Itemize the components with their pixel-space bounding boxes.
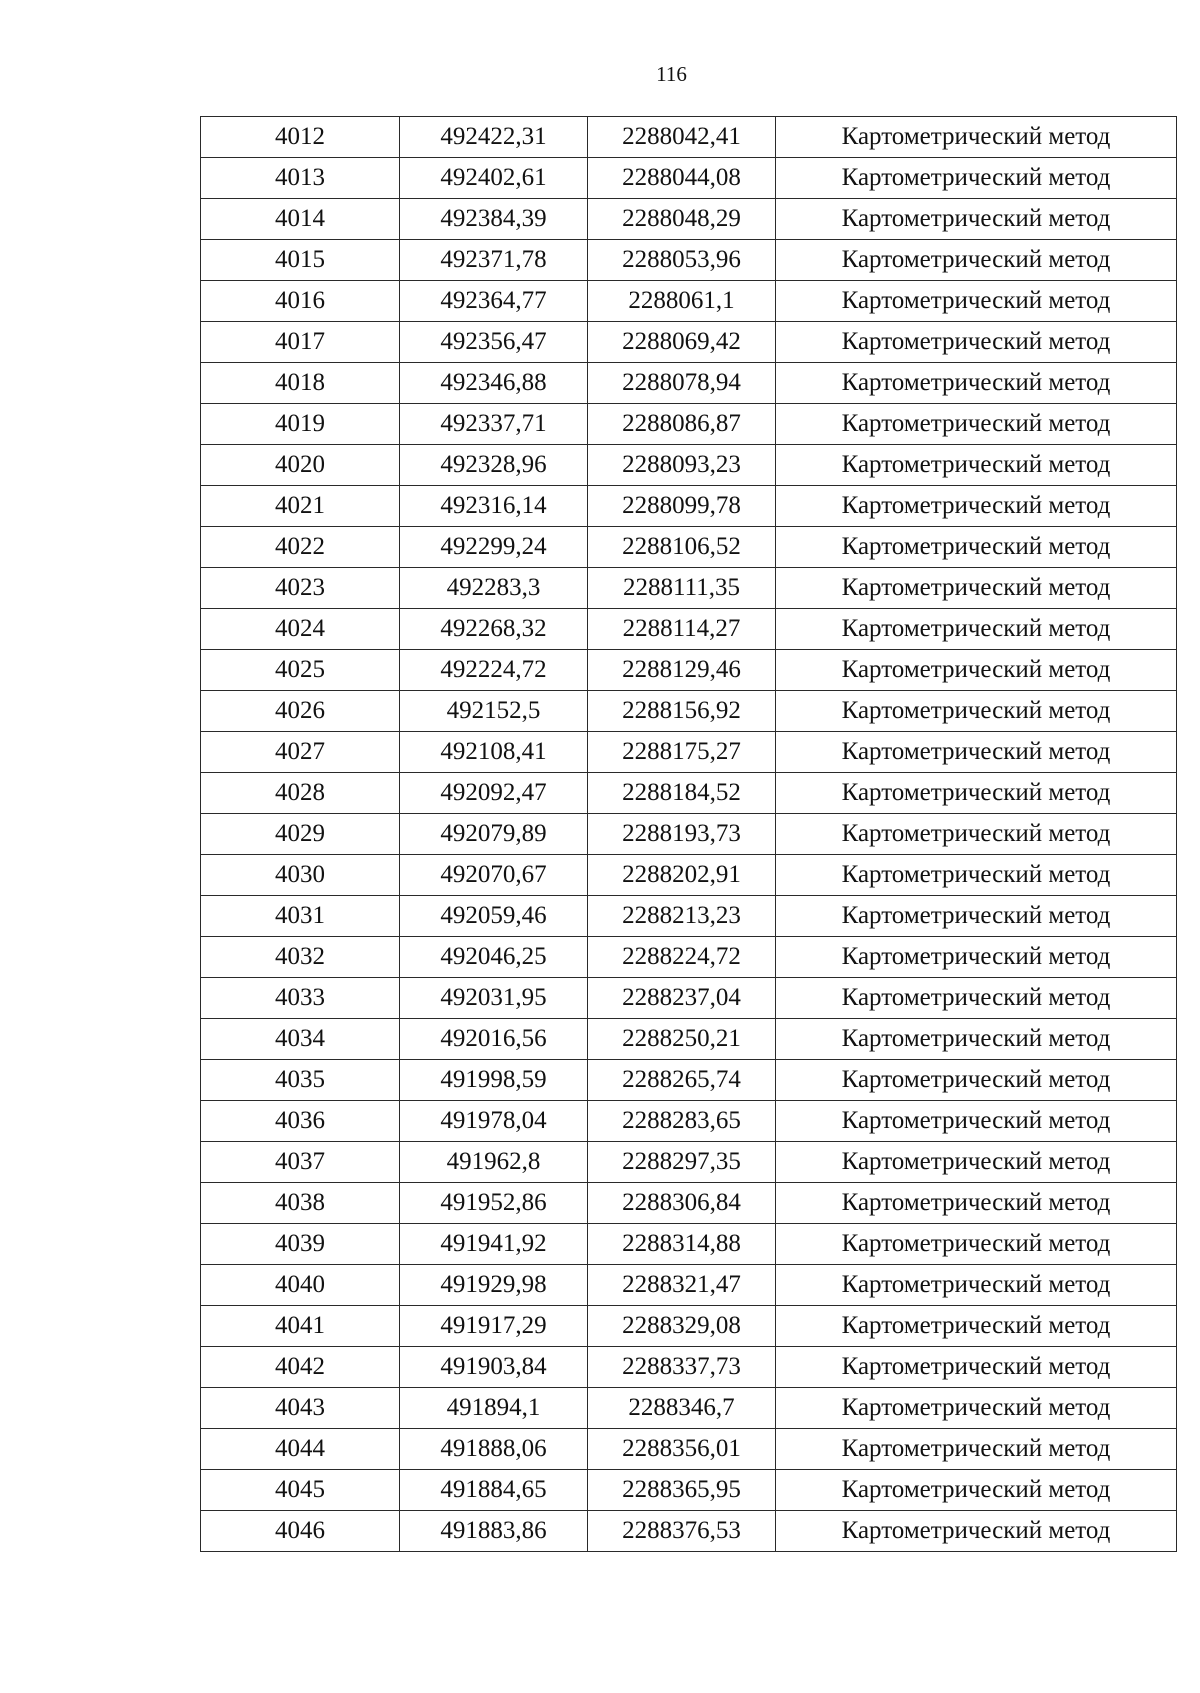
point-number-cell: 4034 xyxy=(201,1019,400,1060)
method-cell: Картометрический метод xyxy=(776,732,1177,773)
method-cell: Картометрический метод xyxy=(776,978,1177,1019)
table-row xyxy=(201,1060,1177,1101)
x-coordinate-cell: 491894,1 xyxy=(400,1388,588,1429)
point-number-cell: 4026 xyxy=(201,691,400,732)
table-row xyxy=(201,199,1177,240)
point-number-cell: 4022 xyxy=(201,527,400,568)
table-row xyxy=(201,158,1177,199)
table-row xyxy=(201,1142,1177,1183)
x-coordinate-cell: 491952,86 xyxy=(400,1183,588,1224)
point-number-cell: 4017 xyxy=(201,322,400,363)
y-coordinate-cell: 2288042,41 xyxy=(588,117,776,158)
method-cell: Картометрический метод xyxy=(776,773,1177,814)
method-cell: Картометрический метод xyxy=(776,1183,1177,1224)
y-coordinate-cell: 2288193,73 xyxy=(588,814,776,855)
x-coordinate-cell: 492224,72 xyxy=(400,650,588,691)
method-cell: Картометрический метод xyxy=(776,1060,1177,1101)
method-cell: Картометрический метод xyxy=(776,937,1177,978)
table-row xyxy=(201,363,1177,404)
x-coordinate-cell: 492402,61 xyxy=(400,158,588,199)
method-cell: Картометрический метод xyxy=(776,691,1177,732)
y-coordinate-cell: 2288314,88 xyxy=(588,1224,776,1265)
coordinates-table xyxy=(200,116,1177,1552)
y-coordinate-cell: 2288061,1 xyxy=(588,281,776,322)
x-coordinate-cell: 492337,71 xyxy=(400,404,588,445)
y-coordinate-cell: 2288044,08 xyxy=(588,158,776,199)
method-cell: Картометрический метод xyxy=(776,1388,1177,1429)
table-row xyxy=(201,1511,1177,1552)
method-cell: Картометрический метод xyxy=(776,1511,1177,1552)
point-number-cell: 4046 xyxy=(201,1511,400,1552)
y-coordinate-cell: 2288297,35 xyxy=(588,1142,776,1183)
method-cell: Картометрический метод xyxy=(776,1470,1177,1511)
method-cell: Картометрический метод xyxy=(776,814,1177,855)
y-coordinate-cell: 2288250,21 xyxy=(588,1019,776,1060)
y-coordinate-cell: 2288337,73 xyxy=(588,1347,776,1388)
point-number-cell: 4041 xyxy=(201,1306,400,1347)
point-number-cell: 4013 xyxy=(201,158,400,199)
point-number-cell: 4015 xyxy=(201,240,400,281)
y-coordinate-cell: 2288283,65 xyxy=(588,1101,776,1142)
y-coordinate-cell: 2288106,52 xyxy=(588,527,776,568)
table-row xyxy=(201,486,1177,527)
point-number-cell: 4024 xyxy=(201,609,400,650)
method-cell: Картометрический метод xyxy=(776,117,1177,158)
table-row xyxy=(201,855,1177,896)
y-coordinate-cell: 2288099,78 xyxy=(588,486,776,527)
method-cell: Картометрический метод xyxy=(776,281,1177,322)
method-cell: Картометрический метод xyxy=(776,1019,1177,1060)
x-coordinate-cell: 492283,3 xyxy=(400,568,588,609)
point-number-cell: 4029 xyxy=(201,814,400,855)
table-row xyxy=(201,1470,1177,1511)
y-coordinate-cell: 2288346,7 xyxy=(588,1388,776,1429)
x-coordinate-cell: 492316,14 xyxy=(400,486,588,527)
y-coordinate-cell: 2288213,23 xyxy=(588,896,776,937)
y-coordinate-cell: 2288175,27 xyxy=(588,732,776,773)
x-coordinate-cell: 492371,78 xyxy=(400,240,588,281)
point-number-cell: 4016 xyxy=(201,281,400,322)
table-row xyxy=(201,937,1177,978)
table-row xyxy=(201,1101,1177,1142)
point-number-cell: 4032 xyxy=(201,937,400,978)
method-cell: Картометрический метод xyxy=(776,158,1177,199)
x-coordinate-cell: 492059,46 xyxy=(400,896,588,937)
point-number-cell: 4044 xyxy=(201,1429,400,1470)
y-coordinate-cell: 2288069,42 xyxy=(588,322,776,363)
x-coordinate-cell: 491917,29 xyxy=(400,1306,588,1347)
x-coordinate-cell: 492346,88 xyxy=(400,363,588,404)
y-coordinate-cell: 2288086,87 xyxy=(588,404,776,445)
method-cell: Картометрический метод xyxy=(776,445,1177,486)
table-row xyxy=(201,732,1177,773)
point-number-cell: 4018 xyxy=(201,363,400,404)
x-coordinate-cell: 492328,96 xyxy=(400,445,588,486)
x-coordinate-cell: 492046,25 xyxy=(400,937,588,978)
table-row xyxy=(201,896,1177,937)
table-row xyxy=(201,404,1177,445)
y-coordinate-cell: 2288306,84 xyxy=(588,1183,776,1224)
table-row xyxy=(201,568,1177,609)
x-coordinate-cell: 492070,67 xyxy=(400,855,588,896)
y-coordinate-cell: 2288114,27 xyxy=(588,609,776,650)
coordinates-table-body xyxy=(201,117,1177,1552)
method-cell: Картометрический метод xyxy=(776,1142,1177,1183)
method-cell: Картометрический метод xyxy=(776,1101,1177,1142)
point-number-cell: 4039 xyxy=(201,1224,400,1265)
x-coordinate-cell: 491941,92 xyxy=(400,1224,588,1265)
table-row xyxy=(201,814,1177,855)
x-coordinate-cell: 491978,04 xyxy=(400,1101,588,1142)
y-coordinate-cell: 2288156,92 xyxy=(588,691,776,732)
method-cell: Картометрический метод xyxy=(776,650,1177,691)
page-number: 116 xyxy=(656,62,687,86)
x-coordinate-cell: 492268,32 xyxy=(400,609,588,650)
y-coordinate-cell: 2288053,96 xyxy=(588,240,776,281)
x-coordinate-cell: 492092,47 xyxy=(400,773,588,814)
x-coordinate-cell: 491929,98 xyxy=(400,1265,588,1306)
y-coordinate-cell: 2288365,95 xyxy=(588,1470,776,1511)
x-coordinate-cell: 491883,86 xyxy=(400,1511,588,1552)
y-coordinate-cell: 2288129,46 xyxy=(588,650,776,691)
table-row xyxy=(201,1306,1177,1347)
method-cell: Картометрический метод xyxy=(776,1224,1177,1265)
y-coordinate-cell: 2288237,04 xyxy=(588,978,776,1019)
x-coordinate-cell: 492422,31 xyxy=(400,117,588,158)
y-coordinate-cell: 2288078,94 xyxy=(588,363,776,404)
y-coordinate-cell: 2288321,47 xyxy=(588,1265,776,1306)
table-row xyxy=(201,1429,1177,1470)
table-row xyxy=(201,117,1177,158)
table-row xyxy=(201,1347,1177,1388)
y-coordinate-cell: 2288329,08 xyxy=(588,1306,776,1347)
y-coordinate-cell: 2288224,72 xyxy=(588,937,776,978)
method-cell: Картометрический метод xyxy=(776,363,1177,404)
method-cell: Картометрический метод xyxy=(776,486,1177,527)
x-coordinate-cell: 492364,77 xyxy=(400,281,588,322)
method-cell: Картометрический метод xyxy=(776,1429,1177,1470)
method-cell: Картометрический метод xyxy=(776,199,1177,240)
method-cell: Картометрический метод xyxy=(776,855,1177,896)
x-coordinate-cell: 491888,06 xyxy=(400,1429,588,1470)
table-row xyxy=(201,1265,1177,1306)
method-cell: Картометрический метод xyxy=(776,404,1177,445)
table-row xyxy=(201,1019,1177,1060)
table-row xyxy=(201,1224,1177,1265)
point-number-cell: 4027 xyxy=(201,732,400,773)
point-number-cell: 4028 xyxy=(201,773,400,814)
table-row xyxy=(201,1183,1177,1224)
table-row xyxy=(201,691,1177,732)
method-cell: Картометрический метод xyxy=(776,240,1177,281)
point-number-cell: 4020 xyxy=(201,445,400,486)
table-row xyxy=(201,240,1177,281)
method-cell: Картометрический метод xyxy=(776,1347,1177,1388)
y-coordinate-cell: 2288184,52 xyxy=(588,773,776,814)
table-row xyxy=(201,609,1177,650)
table-row xyxy=(201,1388,1177,1429)
x-coordinate-cell: 492079,89 xyxy=(400,814,588,855)
table-row xyxy=(201,650,1177,691)
y-coordinate-cell: 2288202,91 xyxy=(588,855,776,896)
y-coordinate-cell: 2288111,35 xyxy=(588,568,776,609)
point-number-cell: 4023 xyxy=(201,568,400,609)
point-number-cell: 4021 xyxy=(201,486,400,527)
x-coordinate-cell: 491962,8 xyxy=(400,1142,588,1183)
x-coordinate-cell: 492299,24 xyxy=(400,527,588,568)
x-coordinate-cell: 492031,95 xyxy=(400,978,588,1019)
method-cell: Картометрический метод xyxy=(776,1265,1177,1306)
method-cell: Картометрический метод xyxy=(776,322,1177,363)
method-cell: Картометрический метод xyxy=(776,527,1177,568)
y-coordinate-cell: 2288093,23 xyxy=(588,445,776,486)
method-cell: Картометрический метод xyxy=(776,1306,1177,1347)
table-row xyxy=(201,527,1177,568)
point-number-cell: 4038 xyxy=(201,1183,400,1224)
x-coordinate-cell: 491903,84 xyxy=(400,1347,588,1388)
x-coordinate-cell: 492152,5 xyxy=(400,691,588,732)
point-number-cell: 4040 xyxy=(201,1265,400,1306)
table-row xyxy=(201,773,1177,814)
point-number-cell: 4035 xyxy=(201,1060,400,1101)
x-coordinate-cell: 492356,47 xyxy=(400,322,588,363)
point-number-cell: 4014 xyxy=(201,199,400,240)
point-number-cell: 4036 xyxy=(201,1101,400,1142)
table-row xyxy=(201,281,1177,322)
point-number-cell: 4037 xyxy=(201,1142,400,1183)
point-number-cell: 4012 xyxy=(201,117,400,158)
x-coordinate-cell: 491884,65 xyxy=(400,1470,588,1511)
y-coordinate-cell: 2288376,53 xyxy=(588,1511,776,1552)
point-number-cell: 4042 xyxy=(201,1347,400,1388)
method-cell: Картометрический метод xyxy=(776,896,1177,937)
point-number-cell: 4030 xyxy=(201,855,400,896)
point-number-cell: 4043 xyxy=(201,1388,400,1429)
x-coordinate-cell: 492108,41 xyxy=(400,732,588,773)
method-cell: Картометрический метод xyxy=(776,609,1177,650)
table-row xyxy=(201,978,1177,1019)
y-coordinate-cell: 2288356,01 xyxy=(588,1429,776,1470)
point-number-cell: 4031 xyxy=(201,896,400,937)
table-row xyxy=(201,445,1177,486)
x-coordinate-cell: 492384,39 xyxy=(400,199,588,240)
point-number-cell: 4025 xyxy=(201,650,400,691)
x-coordinate-cell: 492016,56 xyxy=(400,1019,588,1060)
method-cell: Картометрический метод xyxy=(776,568,1177,609)
y-coordinate-cell: 2288265,74 xyxy=(588,1060,776,1101)
table-row xyxy=(201,322,1177,363)
point-number-cell: 4033 xyxy=(201,978,400,1019)
y-coordinate-cell: 2288048,29 xyxy=(588,199,776,240)
x-coordinate-cell: 491998,59 xyxy=(400,1060,588,1101)
point-number-cell: 4019 xyxy=(201,404,400,445)
point-number-cell: 4045 xyxy=(201,1470,400,1511)
